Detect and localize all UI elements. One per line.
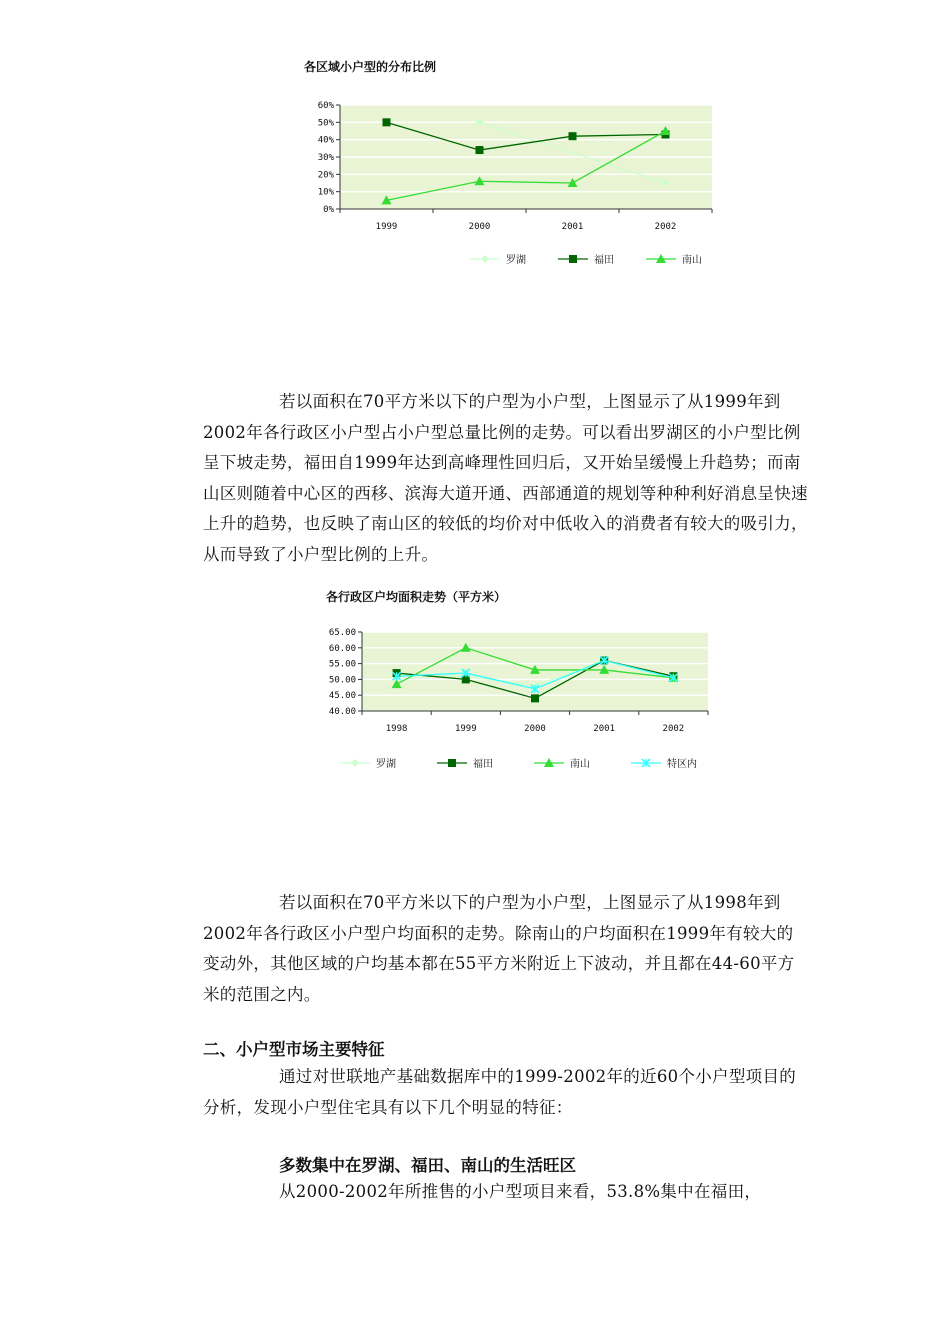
chart-title: 各行政区户均面积走势（平方米） <box>326 590 507 604</box>
y-tick-label: 30% <box>317 153 334 163</box>
x-tick-label: 2002 <box>654 222 677 232</box>
chart-average-area <box>300 580 730 780</box>
y-tick-label: 40% <box>317 135 334 146</box>
legend-label-福田: 福田 <box>594 255 614 266</box>
y-tick-label: 50.00 <box>328 675 356 686</box>
paragraph-concentration-text: 从2000-2002年所推售的小户型项目来看，53.8%集中在福田， <box>279 1182 762 1201</box>
section-heading: 二、小户型市场主要特征 <box>203 1040 385 1059</box>
chart-distribution-ratio <box>290 50 730 280</box>
paragraph-distribution-text: 若以面积在70平方米以下的户型为小户型，上图显示了从1999年到2002年各行政区小户型占小户型总量比例的走势。可以看出罗湖区的小户型比例呈下坡走势，福田自1999年达到高峰理性回归后，又开始呈缓慢上升趋势；而南山区则随着中心区的西移、滨海大道开通、西部通道的规划等种种利好消息呈快速上升的趋势，也反映了南山区的较低的均价对中低收入的消费者有较大的吸引力，从而导致了小户型比例的上升。 <box>203 392 808 564</box>
y-tick-label: 60.00 <box>328 643 356 654</box>
paragraph-intro <box>203 1062 809 1123</box>
y-tick-label: 65.00 <box>328 628 356 638</box>
legend-label-南山: 南山 <box>682 255 702 266</box>
y-tick-label: 45.00 <box>328 691 356 702</box>
paragraph-average-area <box>203 888 809 1010</box>
x-tick-label: 2000 <box>524 724 546 734</box>
sub-heading: 多数集中在罗湖、福田、南山的生活旺区 <box>279 1156 576 1175</box>
chart-distribution-ratio-svg <box>290 50 730 280</box>
y-tick-label: 0% <box>323 205 334 215</box>
y-tick-label: 40.00 <box>328 707 356 717</box>
y-tick-label: 60% <box>317 101 334 111</box>
y-tick-label: 55.00 <box>328 659 356 670</box>
data-point-福田 <box>569 132 577 140</box>
y-tick-label: 10% <box>317 187 334 198</box>
legend-label-罗湖: 罗湖 <box>506 255 526 266</box>
legend-label-罗湖: 罗湖 <box>376 759 396 770</box>
legend-marker-福田 <box>569 255 577 263</box>
paragraph-concentration <box>203 1177 809 1208</box>
x-tick-label: 2002 <box>662 724 685 734</box>
legend-label-特区内: 特区内 <box>667 759 697 770</box>
x-tick-label: 2001 <box>593 724 616 734</box>
paragraph-average-area-text: 若以面积在70平方米以下的户型为小户型，上图显示了从1998年到2002年各行政区小户型户均面积的走势。除南山的户均面积在1999年有较大的变动外，其他区域的户均基本都在55平方米附近上下波动，并且都在44-60平方米的范围之内。 <box>203 893 795 1004</box>
legend-label-南山: 南山 <box>570 759 590 770</box>
x-tick-label: 1999 <box>375 222 398 232</box>
y-tick-label: 50% <box>317 118 334 129</box>
y-tick-label: 20% <box>317 170 334 181</box>
x-tick-label: 1999 <box>454 724 477 734</box>
legend-marker-福田 <box>448 759 456 767</box>
legend-marker-罗湖 <box>481 255 489 263</box>
chart-title: 各区域小户型的分布比例 <box>304 60 437 74</box>
data-point-福田 <box>476 146 484 154</box>
legend-marker-罗湖 <box>351 759 359 767</box>
legend-label-福田: 福田 <box>473 759 493 770</box>
x-tick-label: 1998 <box>385 724 408 734</box>
data-point-福田 <box>383 118 391 126</box>
paragraph-distribution <box>203 387 809 571</box>
paragraph-intro-text: 通过对世联地产基础数据库中的1999-2002年的近60个小户型项目的分析，发现小户型住宅具有以下几个明显的特征： <box>203 1067 797 1117</box>
x-tick-label: 2001 <box>561 222 584 232</box>
data-point-福田 <box>531 694 539 702</box>
chart-average-area-svg <box>300 580 730 780</box>
x-tick-label: 2000 <box>468 222 491 232</box>
